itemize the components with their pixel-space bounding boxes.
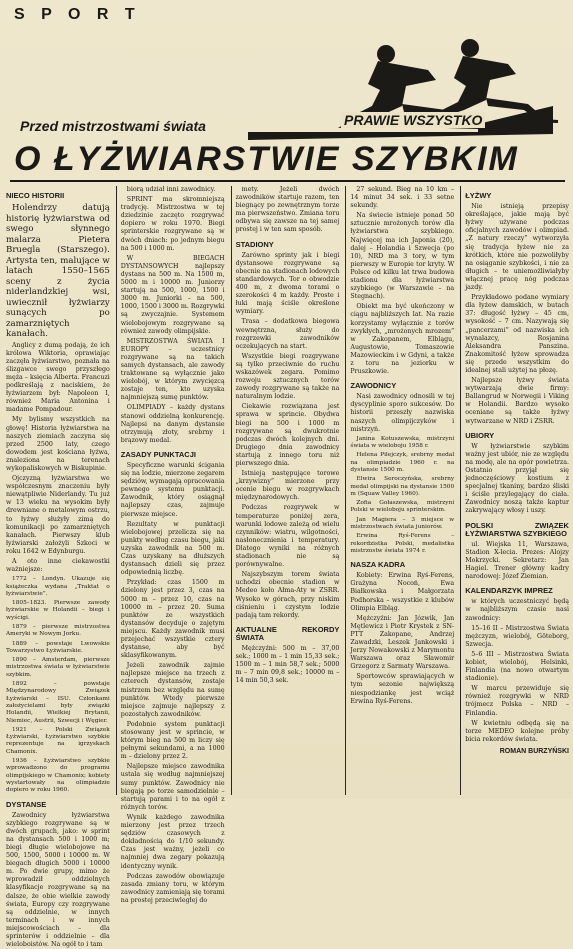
section-heading: ZAWODNICY (350, 381, 397, 391)
article-paragraph: Erwina Ryś-Ferens – rekordzistka Polski, medalistka mistrzostw świata 1974 r. (350, 533, 455, 554)
section-heading: NASZA KADRA (350, 560, 406, 570)
article-paragraph: Wszystkie biegi rozgrywane są tylko przeciwnie do ruchu wskazówek zegara. Pomimo rozwoju sztucznych torów zawody rozgrywane są także na naturalnym lodzie. (235, 352, 340, 401)
article-paragraph: 15–16 II – Mistrzostwa Świata mężczyzn, wielobój, Göteborg, Szwecja. (465, 624, 569, 648)
article-paragraph: 1805–1823. Pierwsze zawody łyżwiarskie w Holandii – biegi i wyścigi. (6, 600, 110, 621)
article-paragraph: Zarówno sprinty jak i biegi dystansowe rozgrywane są obecnie na stadionach lodowych standardowych. Tor o obwodzie 400 m, z dwoma torami o szerokości 4 m każdy. Proste i łuki mają ściśle określone wymiary. (235, 251, 340, 316)
article-column-2 (116, 186, 225, 904)
article-paragraph: 27 sekund. Bieg na 10 km – 14 minut 34 sek. i 33 setne sekundy. (350, 186, 455, 210)
section-label: S P O R T (14, 6, 141, 23)
article-paragraph: Trasa – dodatkowa biegowa wewnętrzna, służy do rozgrzewki zawodników oczekujących na start. (235, 318, 340, 350)
section-heading: KALENDARZYK IMPREZ (465, 586, 553, 596)
article-column-4 (345, 186, 454, 795)
article-paragraph: w których uczestniczyć będą w najbliższym czasie nasi zawodnicy: (465, 598, 569, 622)
article-paragraph: Rezultaty w punktacji wielobojowej przelicza się na punkty według czasu biegu, jaki uzyska zawodnik na 500 m. Czas uzyskany na dłuższych dystansach dzieli się przez odpowiednią liczbę. (120, 520, 225, 577)
page-title: O ŁYŻWIARSTWIE SZYBKIM (14, 140, 519, 178)
article-paragraph: Helena Pilejczyk, srebrny medal na olimpiadzie 1960 r. na dystansie 1500 m. (350, 452, 455, 473)
article-paragraph: Przykładowo podane wymiary dla łyżew damskich, w butach 37: długość łyżwy – 45 cm, wysokość – 7 cm. Nazywają się „pancerzami” od nazwiska ich wynalazcy, Rosjanina Aleksandra Panszina. Znakomitość łyżew sprowadza się przede wszystkim do idealnej stali użytej na płozę. (465, 294, 569, 374)
article-paragraph: Nasi zawodnicy odnosili w tej dyscyplinie sporo sukcesów. Do historii przeszły nazwiska naszych olimpijczyków i mistrzyń. (350, 393, 455, 433)
article-paragraph: 1936 – Łyżwiarstwo szybkie wprowadzono do programu olimpijskiego w Chamonix; kobiety wystartowały na olimpiadzie dopiero w roku 1960. (6, 758, 110, 794)
article-paragraph: Nie istnieją przepisy określające, jakie mają być łyżwy używane podczas oficjalnych zawodów i olimpiad. „Z natury rzeczy” wytworzyła się tradycja łyżew nie za krótkich, które nie pozwoliłyby na osiąganie szybkości, i nie za długich – te uniemożliwiałyby włącznej pracę nóg podczas jazdy. (465, 203, 569, 292)
article-paragraph: 1890 – Amsterdam, pierwsze mistrzostwa świata w łyżwiarstwie szybkim. (6, 657, 110, 678)
article-paragraph: MISTRZOSTWA ŚWIATA I EUROPY – uczestnicy rozgrywane są na takich samych dystansach, ale zawody traktowane są wyłącznie jako wielobój, w którym zwycięzcą zostaje ten, kto uzyska najmniejszą sumę punktów. (120, 337, 225, 402)
article-paragraph: Najlepsze miejsce zawodnika ustala się według najmniejszej sumy punktów. Zawodnicy nie biegają po torze samodzielnie – startują parami i to na ogół z różnych torów. (120, 763, 225, 811)
article-paragraph: biorą udział inni zawodnicy. (126, 186, 216, 193)
article-paragraph: SPRINT ma skromniejszą tradycję. Mistrzostwa w tej dziedzinie zaczęto rozgrywać dopiero w roku 1970. Biegi sprinterskie rozgrywane są w dwóch dniach: po jednym biegu na 500 i 1000 m. (120, 196, 225, 252)
article-paragraph: 1921 – Polski Związek Łyżwiarski, Łyżwiarstwo szybkie reprezentuje na igrzyskach Chamonix. (6, 726, 110, 755)
article-paragraph: 1889 – powstaje Lwowskie Towarzystwo Łyżwiarskie. (6, 640, 110, 654)
kicker-left: Przed mistrzostwami świata (20, 118, 206, 134)
article-paragraph: Holendrzy datują historię łyżwiarstwa od swego słynnego malarza Pietera Bruegla (Starszego). Artysta ten, malujące w latach 1550–1565 sceny z życia niderlandzkiej wsi, uwiecznił łyżwiarzy sunących po zamarzniętych kanałach. (6, 203, 110, 340)
article-paragraph: Wynik każdego zawodnika mierzony jest przez trzech sędziów czasowych z dokładnością do 1/10 sekundy. Czas jest ważny, jeżeli co najmniej dwa zegary pokazują identyczny wynik. (120, 813, 225, 870)
section-heading: ZASADY PUNKTACJI (120, 449, 196, 459)
section-heading: ŁYŻWY (465, 191, 492, 200)
article-paragraph: Na świecie istnieje ponad 50 sztucznie mrożonych torów dla łyżwiarstwa szybkiego. Najwięcej ma ich Japonia (20), dalej – Holandia i Szwecja (po 10), NRD ma 3 tory, w tym pierwszy w Europie tor kryty. W Polsce od kilku lat trwa budowa stadionu dla łyżwiarstwa szybkiego (w Warszawie – na Stegnach). (350, 212, 455, 301)
article-paragraph: Elwira Seroczyńska, srebrny medal olimpijski na dystansie 1500 m (Squaw Valley 1960). (350, 476, 455, 497)
section-heading: POLSKI ZWIĄZEK ŁYŻWIARSTWA SZYBKIEGO (465, 520, 569, 538)
article-paragraph: OLIMPIADY – każdy dystans stanowi oddzielną konkurencję. Najlepsi na danym dystansie otrzymują złoty, srebrny i brązowy medal. (120, 404, 225, 444)
section-heading: NIECO HISTORII (6, 191, 65, 200)
article-paragraph: Sportowców sprawiających w tym sezonie największą niespodziankę jest wciąż Erwina Ryś-Ferens. (350, 673, 455, 705)
section-heading: STADIONY (235, 239, 274, 249)
article-paragraph: Podobnie system punktacji stosowany jest w sprincie, w którym bieg na 500 m liczy się pełnymi sekundami, a na 1000 m – dzielony przez 2. (120, 720, 225, 761)
article-paragraph: 1892 – powstaje Międzynarodowy Związek Łyżwiarski – ISU. Członkami założycielami były związki Holandii, Wielkiej Brytanii, Niemiec, Austrii, Szwecji i Węgier. (6, 681, 110, 724)
article-paragraph: Specyficzne warunki ścigania się na lodzie, mierzone zegarem sędziów, wymagają opracowania pewnego systemu punktacji. Zawodnik, który osiągnął najlepszy czas, zajmuje pierwsze miejsce. (120, 462, 225, 518)
article-paragraph: ul. Wiejska 11, Warszawa, Stadion X-lecia. Prezes: Alojzy Mokrzycki. Sekretarz: Jan Hagiel. Trener główny kadry narodowej: Józef Ziemian. (465, 540, 569, 581)
article-paragraph: W BIEGACH DYSTANSOWYCH najlepszy dystans na 500 m. Na 1500 m, 5000 m i 10000 m. Juniorzy startują na 500, 1000, 1500 i 3000 m. Juniorki – na 500, 1000, 1500 i 3000 m. Rozgrywki są zwyczajnie. Systemem wielobojowym rozgrywane są również zawody olimpijskie. (120, 254, 225, 335)
article-paragraph: Mężczyźni: Jan Józwik, Jan Mętlewicz i Piotr Krystek z SN-PTT Zakopane, Andrzej Zawadzki, Leszek Jankowski i Jerzy Nowakowski z Marymontu Warszawa oraz Sławomir Grzegorz z Sarmaty Warszawa. (350, 614, 455, 671)
article-paragraph: 1772 – Londyn. Ukazuje się książeczka wydana „Traktat o łyżwiarstwie”. (6, 576, 110, 597)
article-paragraph: Kobiety: Erwina Ryś-Ferens, Grażyna Nocoń, Ewa Białkowska i Małgorzata Podhorska – wszystkie z klubów Olimpia Elbląg. (350, 572, 455, 612)
kicker-right: PRAWIE WSZYSTKO (341, 112, 485, 128)
article-paragraph: Jan Magiera – 3 miejsce w mistrzostwach świata juniorów. (350, 516, 455, 530)
article-paragraph: W łyżwiarstwie szybkim ważny jest ubiór, nie ze względu na modę, ale na opór powietrza. Ostatnio przyjął się jednoczęściowy kostium z specjalnej tkaniny, bardzo śliski i ściśle przylegający do ciała. Zawodnicy noszą także kaptur zakrywający włosy i uszy. (465, 442, 569, 515)
headline-rule (10, 180, 565, 182)
article-paragraph: Podczas zawodów obowiązuje zasada zmiany toru, w którym zawodnicy zamieniają się torami na prostej przeciwległej do (120, 872, 225, 904)
section-heading: UBIORY (465, 430, 495, 440)
section-heading: DYSTANSE (6, 799, 47, 809)
article-columns (6, 186, 569, 949)
article-paragraph: A oto inne ciekawostki ważniejsze: (6, 558, 110, 574)
article-paragraph: Janina Kotuszewska, mistrzyni świata w wieloboju 1958 r. (350, 435, 455, 450)
article-paragraph: Najlepsze łyżwy świata wytwarzają dwie firmy: Ballangrud w Norwegii i Viking w Holandii. Bardzo wysoko oceniane są także łyżwy wytwarzane w NRD i ZSRR. (465, 377, 569, 425)
article-paragraph: Anglicy z dumą podają, że ich królowa Wiktoria, oprawiając zaczęła łyżwiarstwo, poznała na ślizgawce swego przyszłego męża – księcia Alberta. Francuzi podkreślają z naciskiem, że łyżwiarzem był: Napoleon I, również Maria Antonina i madame Pompadour. (6, 341, 110, 414)
article-paragraph: W marcu przewiduje się również rozgrywki w NRD trójmecz Polska – NRD – Finlandia. (465, 685, 569, 717)
article-paragraph: Zofia Gołaszewska, mistrzyni Polski w wieloboju sprinterskim. (350, 500, 455, 514)
article-paragraph: Przykład: czas 1500 m dzielony jest przez 3, czas na 5000 m – przez 10, czas na 10000 m – przez 20. Suma punktów ze wszystkich dystansów decyduje o zajętym miejscu. Każdy zawodnik musi przejechać wszystkie cztery dystanse, aby być sklasyfikowanym. (120, 579, 225, 660)
article-paragraph: Podczas rozgrywek w temperaturze poniżej zera, warunki lodowe zależą od wielu czynników: wiatru, wilgotności, nasłonecznienia i temperatury. Dlatego wyniki na różnych stadionach nie są porównywalne. (235, 504, 340, 569)
article-paragraph: 1879 – pierwsze mistrzostwa Ameryki w Nowym Jorku. (6, 624, 110, 638)
section-heading: AKTUALNE REKORDY ŚWIATA (235, 624, 340, 642)
article-column-5 (460, 186, 569, 795)
article-paragraph: Obiekt ma być ukończony w ciągu najbliższych lat. Na razie korzystamy wyłącznie z torów zwykłych, „mrożonych mrozem” w Zakopanem, Elblągu, Augustowie, Tomaszowie Mazowieckim i w Gdyni, a także z toru na jeziorku w Pruszkowie. (350, 303, 455, 376)
article-column-1 (6, 186, 110, 949)
article-paragraph: W kwietniu odbędą się na torze MEDEO kolejne próby bicia rekordów świata. (465, 719, 569, 743)
article-paragraph: 5–6 III – Mistrzostwa Świata kobiet, wielobój, Helsinki, Finlandia (na nowo otwartym stadionie). (465, 650, 569, 683)
article-paragraph: mety. Jeżeli dwóch zawodników startuje razem, ten biegnący po zewnętrznym torze ma pierwszeństwo. Zmiana toru odbywa się zawsze na tej samej prostej i w ten sam sposób. (235, 186, 340, 234)
article-paragraph: Istnieją następujące torowe „krzywizny” mierzone przy ocenie biegu w rozgrywkach międzynarodowych. (235, 470, 340, 502)
article-paragraph: Jeżeli zawodnik zajmie najlepsze miejsce na trzech z czterech dystansów, zostaje mistrzem bez względu na sumę punktów. Wtedy pierwsze miejsce zajmuje najlepszy z pozostałych zawodników. (120, 662, 225, 718)
article-paragraph: My bylismy wszystkich na głowę! Historia łyżwiarstwa na naszych ziemiach zaczyna się przed 2500 laty, czego dowodem jest kościana łyżwa, znaleziona na terenach wykopaliskowych w Biskupinie. (6, 416, 110, 472)
article-column-3 (231, 186, 340, 795)
author-signature: ROMAN BURZYŃSKI (499, 747, 569, 755)
article-paragraph: Zawodnicy łyżwiarstwa szybkiego rozgrywane są w dwóch grupach, jako: w sprint na dystansach 500 i 1000 m; biegi długie wielobojowe na 500, 1500, 5000 i 10000 m. W biegach długich 5000 i 10000 m. Po dwie grupy, mimo że wprowadził oddzielnych klasyfikacje rozgrywane są na dalsze, że obie wielkie zawody świata, Europy czy rozgrywane są oddzielnie, w innych terminach i w innych miejscowościach – dla sprinterów i oddzielnie – dla wieloboistów. Na ogół to i tam (6, 811, 110, 949)
article-paragraph: Ciekawie rozwiązana jest sprawa w sprincie. Obydwa biegi na 500 i 1000 m rozgrywane są dwukrotnie podczas dwóch kolejnych dni. Drugiego dnia zawodnicy startują z innego toru niż pierwszego dnia. (235, 403, 340, 467)
article-paragraph: Mężczyźni: 500 m – 37,00 sek.; 1000 m – 1 min 15,33 sek.; 1500 m – 1 min 58,7 sek.; 5000 m – 7 min 09,8 sek.; 10000 m – 14 min 50,3 sek. (235, 644, 340, 685)
article-paragraph: Ojczyzną łyżwiarstwa we współczesnym znaczeniu były niewątpliwie Niderlandy. Tu już w 13 wieku na wysokim były drewniane o metalowym ostrzu, to łyżwy służyły zimą do komunikacji po zamarzniętych kanałach. Pierwszy klub łyżwiarski założyli Szkoci w roku 1642 w Edynburgu. (6, 475, 110, 555)
article-paragraph: Najszybszym torem świata uchodzi obecnie stadion w Medeo koło Ałma-Aty w ZSRR. Wysoko w górach, przy niskim ciśnieniu i czystym lodzie padają tam rekordy. (235, 571, 340, 619)
